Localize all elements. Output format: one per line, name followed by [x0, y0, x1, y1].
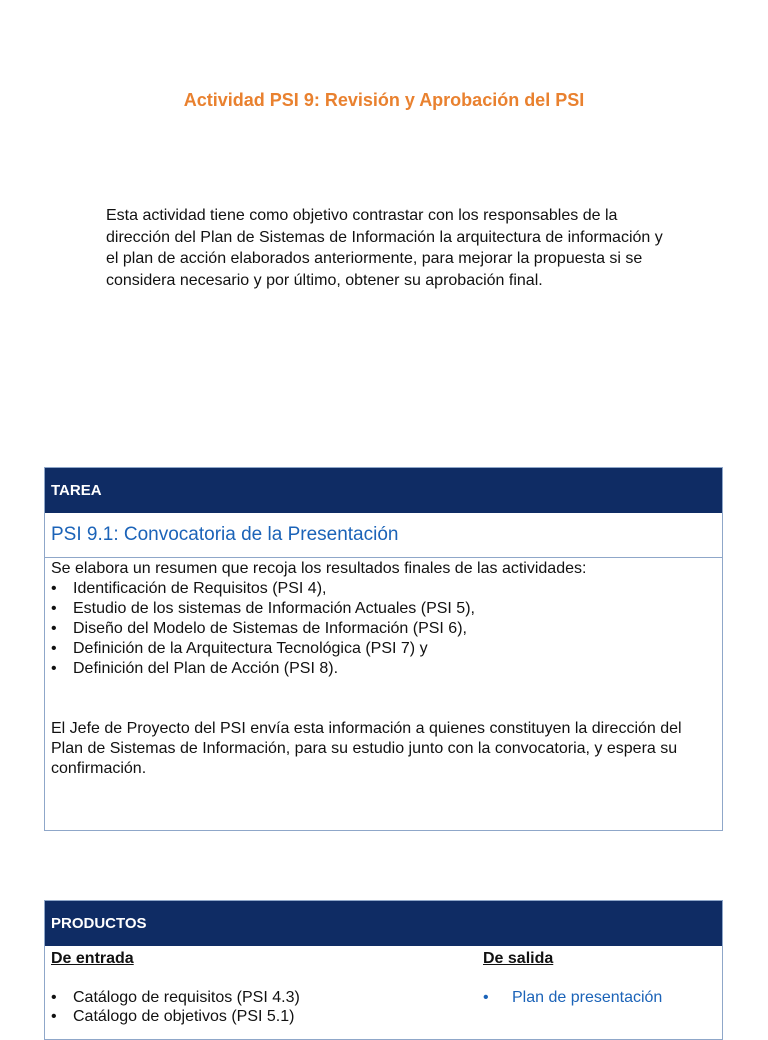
products-columns: [45, 946, 722, 1026]
inputs-list: [51, 988, 483, 1026]
bullet-icon: •: [51, 580, 57, 597]
bullet-icon: •: [483, 989, 489, 1006]
inputs-column: [51, 946, 483, 1026]
bullet-icon: •: [51, 620, 57, 637]
products-header: PRODUCTOS: [45, 901, 722, 946]
bullet-icon: •: [51, 660, 57, 677]
task-body: [45, 558, 722, 780]
task-lead: Se elabora un resumen que recoja los resultados finales de las actividades:: [51, 560, 587, 577]
list-item: • Catálogo de objetivos (PSI 5.1): [51, 1008, 295, 1025]
list-item: • Plan de presentación: [483, 989, 663, 1006]
outputs-heading: De salida: [483, 950, 554, 967]
task-box: [44, 467, 723, 831]
outputs-column: [483, 946, 716, 1026]
list-item: • Estudio de los sistemas de Información Actuales (PSI 5),: [51, 600, 475, 617]
spacer: [51, 679, 716, 719]
bullet-icon: •: [51, 640, 57, 657]
intro-paragraph: [106, 205, 666, 291]
bullet-icon: •: [51, 600, 57, 617]
task-title: [45, 513, 722, 558]
outputs-list: [483, 988, 716, 1007]
bullet-icon: •: [51, 1008, 57, 1025]
products-box: [44, 900, 723, 1040]
task-activity-list: [51, 579, 716, 679]
page-title: Actividad PSI 9: Revisión y Aprobación del PSI: [183, 90, 585, 110]
task-header: TAREA: [45, 468, 722, 513]
list-item: • Diseño del Modelo de Sistemas de Información (PSI 6),: [51, 620, 467, 637]
bullet-icon: •: [51, 989, 57, 1006]
list-item: • Identificación de Requisitos (PSI 4),: [51, 580, 327, 597]
list-item: • Definición de la Arquitectura Tecnológica (PSI 7) y: [51, 640, 428, 657]
list-item: • Catálogo de requisitos (PSI 4.3): [51, 989, 300, 1006]
intro-text: Esta actividad tiene como objetivo contrastar con los responsables de la dirección del Plan de Sistemas de Información la arquitectura de información y el plan de acción elaborados anteriormente, para mejorar la propuesta si se considera necesario y por último, obtener su aprobación final.: [106, 207, 663, 289]
task-title-text: PSI 9.1: Convocatoria de la Presentación: [51, 524, 399, 545]
task-closing: El Jefe de Proyecto del PSI envía esta información a quienes constituyen la dirección del Plan de Sistemas de Información, para su estudio junto con la convocatoria, y espera su confirmación.: [51, 720, 682, 777]
inputs-heading: De entrada: [51, 950, 134, 967]
list-item: • Definición del Plan de Acción (PSI 8).: [51, 660, 339, 677]
